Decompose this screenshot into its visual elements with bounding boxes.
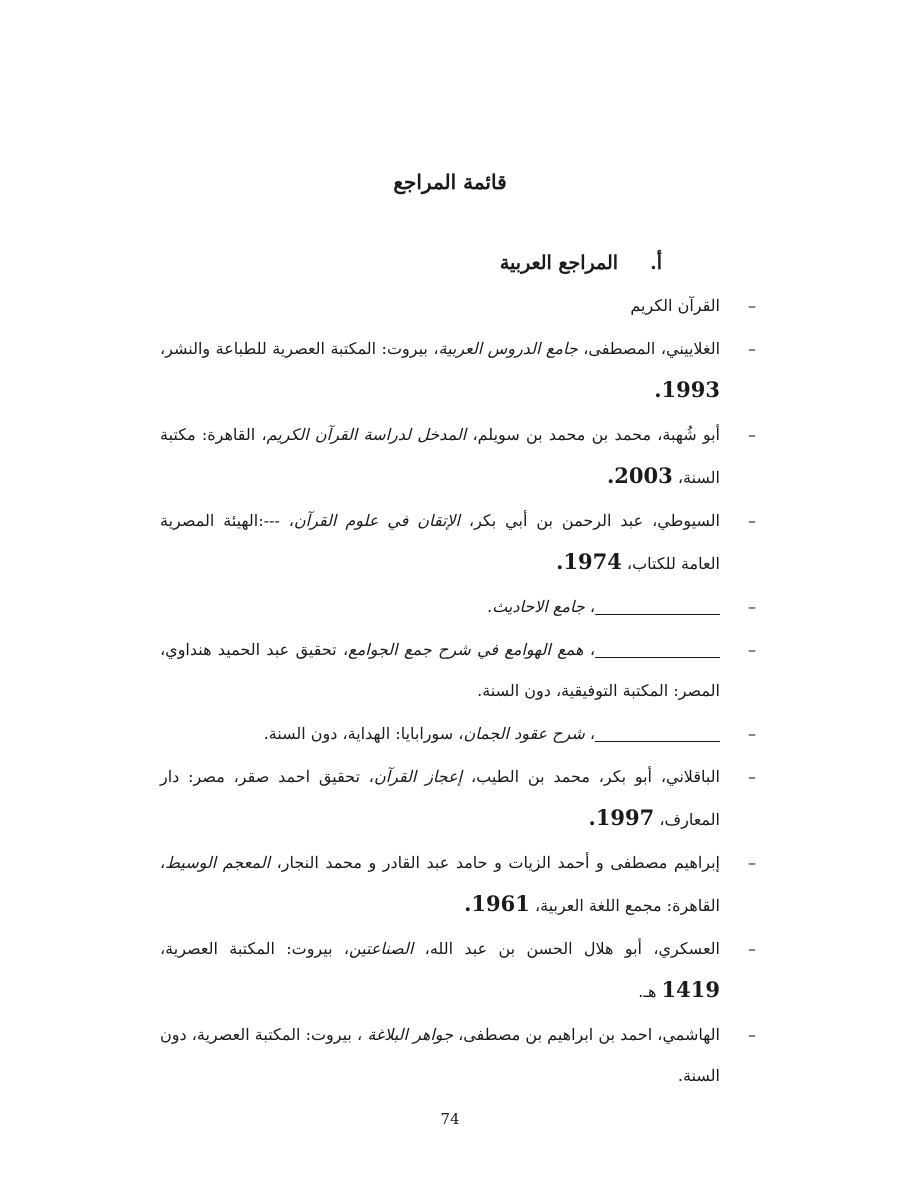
reference-item xyxy=(160,756,756,840)
reference-item xyxy=(160,629,756,711)
author-repeat-line xyxy=(595,656,720,658)
reference-title: إعجاز القرآن xyxy=(373,767,463,786)
reference-text: ، xyxy=(583,640,595,659)
list-dash: – xyxy=(748,853,756,872)
reference-list xyxy=(160,285,756,1098)
list-dash: – xyxy=(748,425,756,444)
reference-text: ، بيروت: المكتبة العصرية، دون السنة. xyxy=(160,1025,720,1085)
reference-title: جواهر البلاغة xyxy=(367,1025,453,1044)
reference-item xyxy=(160,713,756,754)
reference-item xyxy=(160,842,756,926)
reference-text: ، تحقيق احمد صقر، مصر: دار المعارف، xyxy=(160,767,720,829)
reference-item xyxy=(160,414,756,498)
list-dash: – xyxy=(748,511,756,530)
reference-item xyxy=(160,500,756,584)
reference-title: الإتقان في علوم القرآن xyxy=(293,511,460,530)
section-heading-text: المراجع العربية xyxy=(499,252,619,274)
author-repeat-line xyxy=(595,740,720,742)
reference-text: ، xyxy=(584,724,595,743)
reference-title: الصناعتين xyxy=(349,939,414,958)
reference-title: همع الهوامع في شرح جمع الجوامع xyxy=(348,640,584,659)
list-dash: – xyxy=(748,1025,756,1044)
reference-text: هـ. xyxy=(638,982,662,1001)
reference-item xyxy=(160,328,756,412)
reference-text: ، القاهرة: مكتبة السنة، xyxy=(160,425,720,487)
reference-text: الغلاييني، المصطفى، xyxy=(577,339,721,358)
list-dash: – xyxy=(748,767,756,786)
reference-year: 2003. xyxy=(606,463,673,488)
reference-text: إبراهيم مصطفى و أحمد الزيات و حامد عبد القادر و محمد النجار، xyxy=(270,853,720,872)
reference-year: 1419 xyxy=(661,977,720,1002)
reference-year: 1974. xyxy=(556,549,622,574)
reference-text: ، بيروت: المكتبة العصرية للطباعة والنشر، xyxy=(160,339,439,358)
list-dash: – xyxy=(748,597,756,616)
reference-text: ، سورابايا: الهداية، دون السنة. xyxy=(263,724,464,743)
reference-text: السيوطي، عبد الرحمن بن أبي بكر، xyxy=(459,511,721,530)
reference-text: ، تحقيق عبد الحميد هنداوي، المصر: المكتبة التوفيقية، دون السنة. xyxy=(160,640,720,700)
reference-text: ، بيروت: المكتبة العصرية، xyxy=(160,939,350,958)
reference-item xyxy=(160,285,756,326)
reference-title: جامع الدروس العربية xyxy=(438,339,578,358)
list-dash: – xyxy=(748,296,756,315)
reference-text: ، القاهرة: مجمع اللغة العربية، xyxy=(160,853,720,915)
reference-item xyxy=(160,928,756,1012)
reference-item xyxy=(160,1014,756,1096)
reference-text: القرآن الكريم xyxy=(630,296,720,315)
page-title: قائمة المراجع xyxy=(393,170,507,194)
reference-year: 1997. xyxy=(588,805,655,830)
reference-title: جامع الاحاديث. xyxy=(487,597,585,616)
reference-title: المدخل لدراسة القرآن الكريم xyxy=(266,425,467,444)
reference-year: 1993. xyxy=(654,377,720,402)
reference-title: شرح عقود الجمان xyxy=(463,724,585,743)
list-dash: – xyxy=(748,724,756,743)
reference-title: المعجم الوسيط xyxy=(165,853,271,872)
author-repeat-line xyxy=(595,613,720,615)
reference-year: 1961. xyxy=(464,891,530,916)
page-number: 74 xyxy=(440,1110,460,1128)
section-heading xyxy=(500,252,662,274)
list-dash: – xyxy=(748,939,756,958)
list-dash: – xyxy=(748,339,756,358)
reference-text: أبو شُهبة، محمد بن محمد بن سويلم، xyxy=(466,425,720,444)
reference-text: الباقلاني، أبو بكر، محمد بن الطيب، xyxy=(462,767,720,786)
list-dash: – xyxy=(748,640,756,659)
reference-item xyxy=(160,586,756,627)
reference-text: ، ---:الهيئة المصرية العامة للكتاب، xyxy=(160,511,720,573)
section-letter: أ. xyxy=(650,252,662,274)
reference-text: ، xyxy=(584,597,595,616)
reference-text: العسكري، أبو هلال الحسن بن عبد الله، xyxy=(413,939,720,958)
reference-text: الهاشمي، احمد بن ابراهيم بن مصطفى، xyxy=(452,1025,721,1044)
